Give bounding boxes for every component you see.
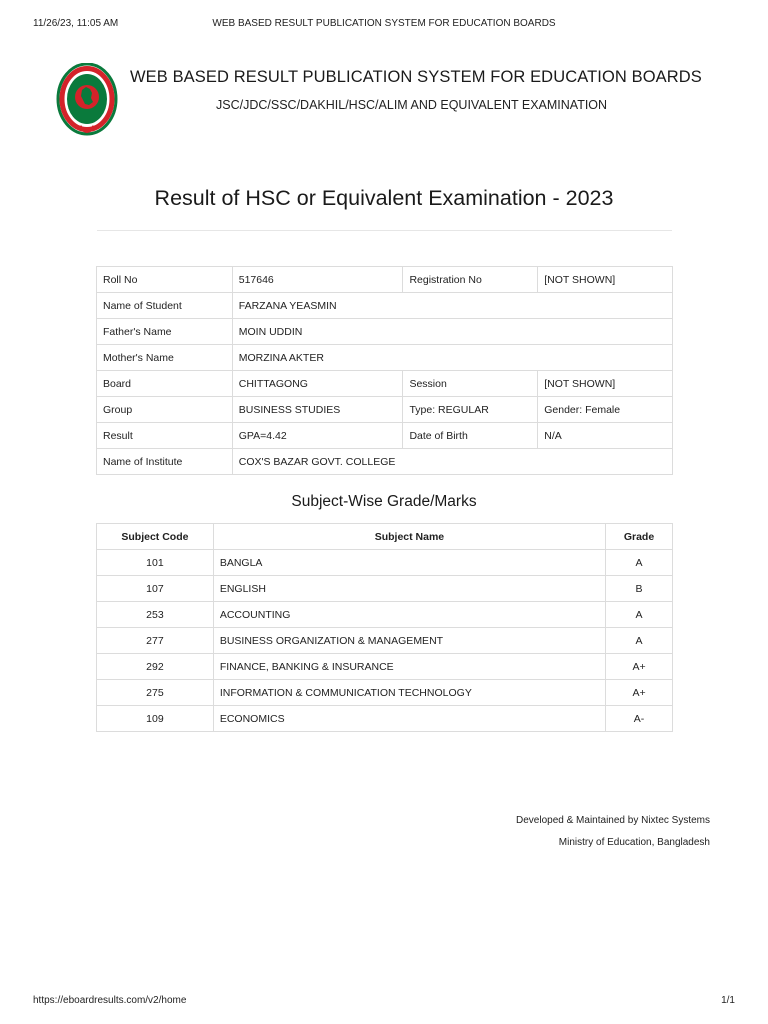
subject-code: 109 <box>97 706 214 732</box>
table-row <box>97 654 673 680</box>
subject-grade: A- <box>606 706 673 732</box>
roll-label: Roll No <box>97 267 233 293</box>
subject-name: BUSINESS ORGANIZATION & MANAGEMENT <box>213 628 605 654</box>
subject-grade: A <box>606 602 673 628</box>
column-header-subject-name: Subject Name <box>213 524 605 550</box>
result-value: GPA=4.42 <box>232 423 403 449</box>
grades-header-row <box>97 524 673 550</box>
table-row <box>97 550 673 576</box>
info-row-father <box>97 319 673 345</box>
mother-value: MORZINA AKTER <box>232 345 672 371</box>
institute-label: Name of Institute <box>97 449 233 475</box>
subject-grade: B <box>606 576 673 602</box>
table-row <box>97 602 673 628</box>
grades-table <box>96 523 673 732</box>
table-row <box>97 628 673 654</box>
print-datetime: 11/26/23, 11:05 AM <box>33 18 119 29</box>
page-footer <box>516 810 710 854</box>
print-url: https://eboardresults.com/v2/home <box>33 995 187 1006</box>
type-text: Type: REGULAR <box>403 397 538 423</box>
registration-label: Registration No <box>403 267 538 293</box>
board-label: Board <box>97 371 233 397</box>
subject-code: 253 <box>97 602 214 628</box>
subject-name: FINANCE, BANKING & INSURANCE <box>213 654 605 680</box>
name-value: FARZANA YEASMIN <box>232 293 672 319</box>
session-label: Session <box>403 371 538 397</box>
column-header-grade: Grade <box>606 524 673 550</box>
table-row <box>97 680 673 706</box>
subject-name: ECONOMICS <box>213 706 605 732</box>
group-value: BUSINESS STUDIES <box>232 397 403 423</box>
info-row-mother <box>97 345 673 371</box>
table-row <box>97 706 673 732</box>
site-title: WEB BASED RESULT PUBLICATION SYSTEM FOR EDUCATION BOARDS <box>130 68 702 86</box>
roll-value: 517646 <box>232 267 403 293</box>
subject-grade: A <box>606 550 673 576</box>
institute-value: COX'S BAZAR GOVT. COLLEGE <box>232 449 672 475</box>
info-row-board <box>97 371 673 397</box>
mother-label: Mother's Name <box>97 345 233 371</box>
info-row-institute <box>97 449 673 475</box>
print-footer <box>33 995 735 1009</box>
print-title: WEB BASED RESULT PUBLICATION SYSTEM FOR EDUCATION BOARDS <box>212 18 556 29</box>
subject-code: 277 <box>97 628 214 654</box>
government-seal-icon <box>56 63 118 141</box>
dob-value: N/A <box>538 423 673 449</box>
column-header-subject-code: Subject Code <box>97 524 214 550</box>
group-label: Group <box>97 397 233 423</box>
subject-name: INFORMATION & COMMUNICATION TECHNOLOGY <box>213 680 605 706</box>
student-info-table <box>96 266 673 475</box>
subject-name: BANGLA <box>213 550 605 576</box>
subject-name: ACCOUNTING <box>213 602 605 628</box>
subject-code: 275 <box>97 680 214 706</box>
info-row-result <box>97 423 673 449</box>
grades-heading: Subject-Wise Grade/Marks <box>291 493 477 510</box>
subject-code: 107 <box>97 576 214 602</box>
developer-credit: Developed & Maintained by Nixtec Systems <box>516 815 710 826</box>
father-label: Father's Name <box>97 319 233 345</box>
dob-label: Date of Birth <box>403 423 538 449</box>
result-label: Result <box>97 423 233 449</box>
site-subtitle: JSC/JDC/SSC/DAKHIL/HSC/ALIM AND EQUIVALENT EXAMINATION <box>216 98 608 112</box>
info-row-group <box>97 397 673 423</box>
ministry-credit: Ministry of Education, Bangladesh <box>558 837 710 848</box>
subject-code: 101 <box>97 550 214 576</box>
print-page-number: 1/1 <box>721 995 735 1006</box>
father-value: MOIN UDDIN <box>232 319 672 345</box>
session-value: [NOT SHOWN] <box>538 371 673 397</box>
print-header <box>33 18 735 32</box>
info-row-roll <box>97 267 673 293</box>
title-divider <box>97 230 672 231</box>
subject-grade: A+ <box>606 680 673 706</box>
subject-code: 292 <box>97 654 214 680</box>
board-value: CHITTAGONG <box>232 371 403 397</box>
subject-grade: A+ <box>606 654 673 680</box>
subject-name: ENGLISH <box>213 576 605 602</box>
gender-text: Gender: Female <box>538 397 673 423</box>
result-title: Result of HSC or Equivalent Examination - 2023 <box>154 186 614 210</box>
info-row-name <box>97 293 673 319</box>
name-label: Name of Student <box>97 293 233 319</box>
table-row <box>97 576 673 602</box>
subject-grade: A <box>606 628 673 654</box>
registration-value: [NOT SHOWN] <box>538 267 673 293</box>
